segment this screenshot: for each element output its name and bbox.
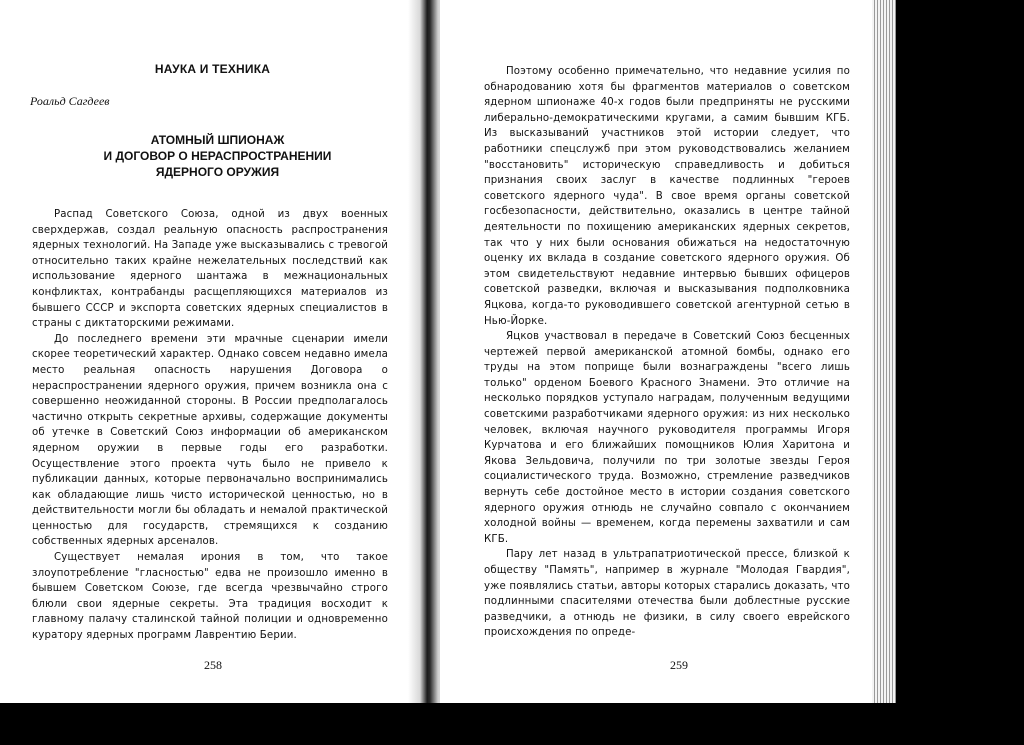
paragraph: Яцков участвовал в передаче в Советский Союз бесценных чертежей первой американской атомной бомбы, однако его труды на этом поприще были вознаграждены "всего лишь только" орденом Боевого Красного Знамени. Это отличие на несколько порядков уступало наградам, полученным ведущими советскими разработчиками ядерного оружия: из них несколько человек, включая научного руководителя программы Игоря Курчатова и его ближайших помощников Юлия Харитона и Якова Зельдовича, получили по три золотые звезды Героя социалистического труда. Возможно, стремление разведчиков вернуть себе достойное место в истории создания советского ядерного оружия отнюдь не случайно совпало с окончанием холодной войны — временем, когда перемены захватили и сам КГБ. (484, 331, 850, 545)
title-line: АТОМНЫЙ ШПИОНАЖ (150, 133, 285, 147)
title-line: ЯДЕРНОГО ОРУЖИЯ (155, 165, 280, 179)
paragraph: До последнего времени эти мрачные сценарии имели скорее теоретический характер. Однако совсем недавно имела место реальная опасность нарушения Договора о нераспространении ядерного оружия, причем возникла она с совершенно неожиданной стороны. В России предполагалось частично открыть секретные архивы, содержащие документы об утечке в Советский Союз информации об американском ядерном оружии в первые годы его разработки. Осуществление этого проекта чуть было не привело к публикации данных, которые первоначально воспринимались как обладающие лишь чисто исторической ценностью, но в действительности могли бы обладать и немалой практической ценностью для государств, стремящихся к созданию собственных ядерных арсеналов. (32, 333, 388, 548)
title-line: И ДОГОВОР О НЕРАСПРОСТРАНЕНИИ (103, 149, 332, 163)
scan-border (0, 703, 1024, 745)
paragraph: Существует немалая ирония в том, что такое злоупотребление "гласностью" едва не произошло именно в бывшем Советском Союзе, где всегда чрезвычайно строго блюли свои ядерные секреты. Эта традиция восходит к главному палачу сталинской тайной полиции и одновременно куратору ядерных программ Лаврентию Берии. (32, 552, 388, 642)
page-number-right: 259 (670, 658, 688, 672)
paragraph: Распад Советского Союза, одной из двух военных сверхдержав, создал реальную опасность распространения ядерных технологий. На Западе уже высказывались с тревогой относительно таких крайне нежелательных последствий как использование ядерного шантажа в межнациональных конфликтах, контрабанды расщепляющихся материалов из бывшего СССР и экспорта советских ядерных специалистов в страны с диктаторскими режимами. (32, 209, 388, 330)
section-heading: НАУКА И ТЕХНИКА (154, 62, 271, 76)
left-page (0, 0, 423, 703)
paragraph: Поэтому особенно примечательно, что недавние усилия по обнародованию хотя бы фрагментов материалов о советском ядерном шпионаже 40-х годов были предприняты не русскими либерально-демократическими кругами, а самим бывшим КГБ. Из высказываний участников этой истории следует, что работники спецслужб при этом руководствовались желанием "восстановить" историческую справедливость и добиться признания своих заслуг в качестве подлинных "героев советского ядерного чуда". В свое время органы советской госбезопасности, действительно, оказались в центре тайной деятельности по похищению американских ядерных секретов, так что у них были основания обижаться на недостаточную оценку их вклада в создание советского ядерного оружия. Об этом свидетельствуют недавние интервью бывших офицеров советской разведки, включая и высказывания подполковника Яцкова, когда-то руководившего советской агентурной сетью в Нью-Йорке. (484, 66, 850, 327)
page-number-left: 258 (204, 658, 222, 672)
paragraph: Пару лет назад в ультрапатриотической прессе, близкой к обществу "Память", например в журнале "Молодая Гвардия", уже появлялись статьи, авторы которых старались доказать, что подлинными спасителями отечества были доблестные русские разведчики, а отнюдь не физики, в силу своего еврейского происхождения по опреде- (484, 549, 850, 639)
article-title (80, 132, 355, 180)
right-text-column (484, 64, 850, 641)
author-name: Роальд Сагдеев (30, 94, 110, 108)
page-edges (872, 0, 896, 703)
left-text-column (32, 207, 388, 644)
